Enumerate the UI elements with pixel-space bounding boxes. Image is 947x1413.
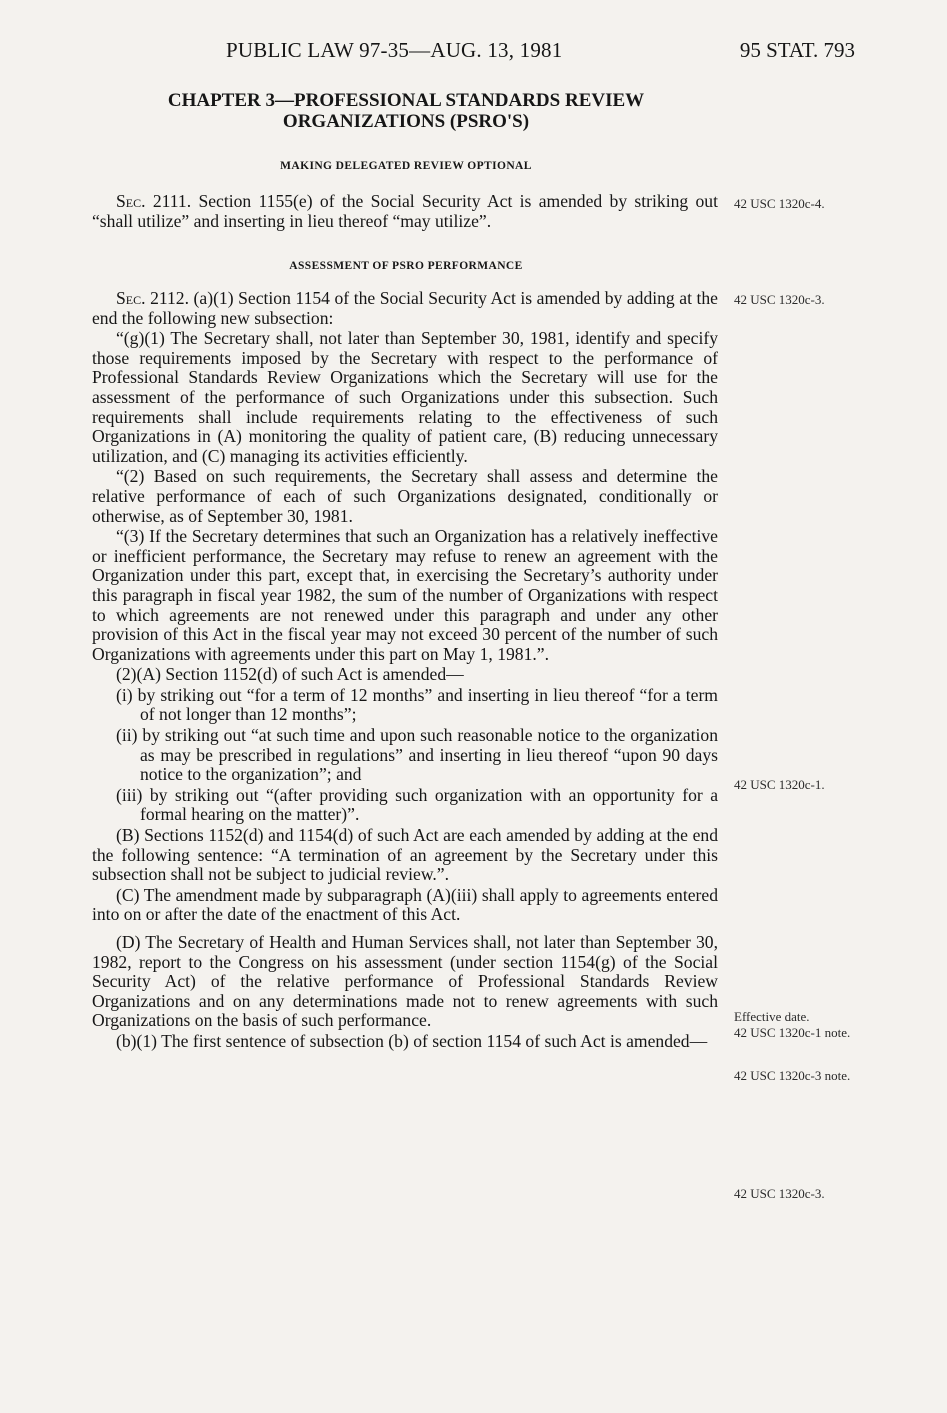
chapter-title-line1: CHAPTER 3—PROFESSIONAL STANDARDS REVIEW — [167, 90, 645, 111]
margin-note-2112-a: 42 USC 1320c-3. — [734, 292, 825, 307]
margin-note-effective-date-cite: 42 USC 1320c-1 note. — [734, 1025, 851, 1040]
section-2112-para-5: (2)(A) Section 1152(d) of such Act is amended— — [116, 664, 464, 685]
sec-label: Sec. — [116, 288, 146, 308]
chapter-title — [92, 90, 720, 132]
margin-note-report: 42 USC 1320c-3 note. — [734, 1068, 851, 1083]
section-2112-para-1 — [92, 289, 718, 328]
section-2112-item-ii: (ii) by striking out “at such time and upon such reasonable notice to the organization as may be prescribed in regulations” and inserting in lieu thereof “upon 90 days notice to the organization”; and — [116, 725, 718, 785]
running-header — [0, 38, 947, 68]
section-2112-para-3: “(2) Based on such requirements, the Secretary shall assess and determine the relative performance of each of such Organizations designated, conditionally or otherwise, as of September 30, 1981. — [92, 466, 718, 526]
header-title: PUBLIC LAW 97-35—AUG. 13, 1981 — [226, 38, 563, 62]
section-2112-para-b1: (b)(1) The first sentence of subsection (b) of section 1154 of such Act is amended— — [116, 1030, 708, 1051]
section-2112-item-i: (i) by striking out “for a term of 12 months” and inserting in lieu thereof “for a term of not longer than 12 months”; — [116, 684, 718, 725]
section-2111-text — [92, 192, 718, 231]
section-2111-heading: MAKING DELEGATED REVIEW OPTIONAL — [280, 160, 532, 172]
margin-note-effective-date — [734, 1009, 874, 1041]
section-2112-para-b: (B) Sections 1152(d) and 1154(d) of such Act are each amended by adding at the end the following sentence: “A termination of an agreement by the Secretary under this subsection shall not be subject to judicial review.”. — [92, 825, 718, 885]
section-2112-para-4: “(3) If the Secretary determines that such an Organization has a relatively ineffective or inefficient performance, the Secretary may refuse to renew an agreement with the Organization under this part, except that, in exercising the Secretary’s authority under this paragraph in fiscal year 1982, the sum of the number of Organizations with respect to which agreements are not renewed under this paragraph and under any other provision of this Act in the fiscal year may not exceed 30 percent of the number of such Organizations with agreements under this part on May 1, 1981.”. — [92, 526, 718, 664]
chapter-title-line2: ORGANIZATIONS (PSRO'S) — [282, 111, 530, 132]
section-2111-content: 2111. Section 1155(e) of the Social Security Act is amended by striking out “shall utilize” and inserting in lieu thereof “may utilize”. — [92, 191, 718, 231]
section-2112-heading: ASSESSMENT OF PSRO PERFORMANCE — [289, 260, 523, 272]
margin-note-1152d: 42 USC 1320c-1. — [734, 777, 825, 792]
section-2112-para-1-text: 2112. (a)(1) Section 1154 of the Social Security Act is amended by adding at the end the following new subsection: — [92, 288, 718, 328]
margin-note-1154b: 42 USC 1320c-3. — [734, 1186, 825, 1201]
section-2112-para-c: (C) The amendment made by subparagraph (A)(iii) shall apply to agreements entered into on or after the date of the enactment of this Act. — [92, 884, 718, 925]
sec-label: Sec. — [116, 191, 146, 211]
page-stat-number: 95 STAT. 793 — [739, 38, 855, 62]
margin-note-effective-date-label: Effective date. — [734, 1009, 810, 1024]
margin-note-2111: 42 USC 1320c-4. — [734, 196, 825, 211]
section-2112-para-d: (D) The Secretary of Health and Human Services shall, not later than September 30, 1982, report to the Congress on his assessment (under section 1154(g) of the Social Security Act) of the relative performance of Professional Standards Review Organizations and on any determinations made not to renew agreements with such Organizations on the basis of such performance. — [92, 932, 718, 1031]
section-2111-body — [92, 192, 718, 232]
section-2112-body — [92, 289, 718, 1053]
section-2112-item-iii: (iii) by striking out “(after providing such organization with an opportunity for a formal hearing on the matter)”. — [116, 784, 718, 825]
section-2112-para-2: “(g)(1) The Secretary shall, not later than September 30, 1981, identify and specify those requirements imposed by the Secretary with respect to the performance of Professional Standards Review Organizations which the Secretary will use for the assessment of the performance of such Organizations under this subsection. Such requirements shall include requirements relating to the effectiveness of such Organizations in (A) monitoring the quality of patient care, (B) reducing unnecessary utilization, and (C) managing its activities efficiently. — [92, 328, 718, 466]
